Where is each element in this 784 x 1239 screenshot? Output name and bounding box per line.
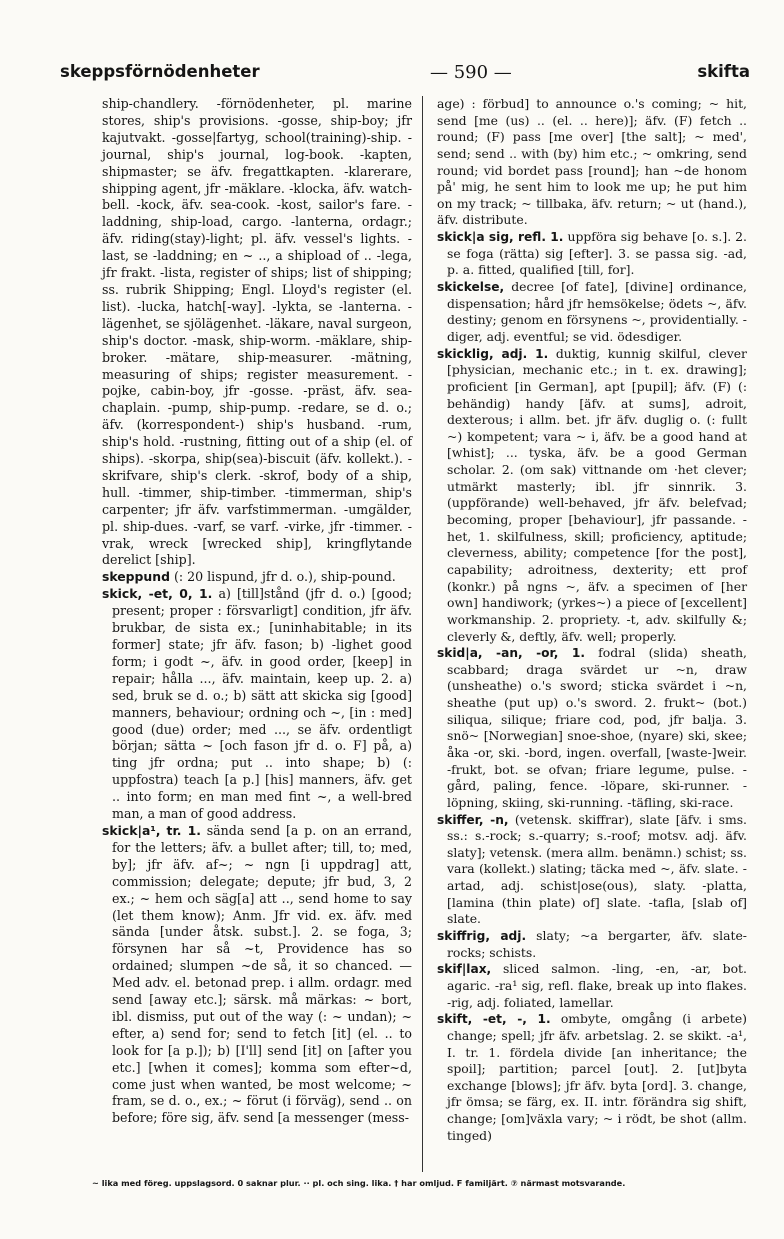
dictionary-entry: skick|a¹, tr. 1. sända send [a p. on an errand, for the letters; äfv. a bullet after; till, to; med, by]; jfr äfv. af~; ~ ngn [i uppdrag] att, commission; delegate; depute; jfr bud, 3, 2 ex.; ~ hem och säg[a] att .., send home to say (let them know); Anm. Jfr vid. ex. äfv. med sända [under åtsk. subst.]. 2. se foga, 3; försynen har så ~t, Providence has so ordained; slumpen ~de så, it so chanced. — Med adv. el. betonad prep. i allm. ordagr. med send [away etc.]; särsk. må märkas: ~ bort, ibl. dismiss, put out of the way (: ~ undan); ~ efter, a) send for; send to fetch [it] (el. .. to look for [a p.]); b) [I'll] send [it] on [after you etc.] [when it comes]; komma som efter~d, come just when wanted, be most welcome; ~ fram, se d. o., ex.; ~ förut (i förväg), send .. on before; före sig, äfv. send [a messenger (mess- [102,822,412,1126]
dictionary-entry: age) : förbud] to announce o.'s coming; ~ hit, send [me (us) .. (el. .. here)]; äfv. (F) fetch .. round; (F) pass [me over] [the salt]; ~ med', send; send .. with (by) him etc.; ~ omkring, send round; vid bordet pass [round]; han ~de honom på' mig, he sent him to look me up; he put him on my track; ~ tillbaka, äfv. return; ~ ut (hand.), äfv. distribute. [437,96,747,228]
column-divider [422,96,423,1172]
page-header [60,62,750,88]
dictionary-entry: skickelse, decree [of fate], [divine] ordinance, dispensation; hård jfr hemsökelse; ödets ~, äfv. destiny; genom en försynens ~, providentially. -diger, adj. eventful; se vid. ödesdiger. [437,279,747,344]
headword: skick|a¹, tr. 1. [102,822,201,838]
dictionary-entry: skift, -et, -, 1. ombyte, omgång (i arbete) change; spell; jfr äfv. arbetslag. 2. se skikt. -a¹, I. tr. 1. fördela divide [an inheritance; the spoil]; partition; parcel [out]. 2. [ut]byta exchange [blows]; jfr äfv. byta [ord]. 3. change, jfr ömsa; se färg, ex. II. intr. förändra sig shift, change; [om]växla vary; ~ i rödt, be shot (allm. tinged) [437,1011,747,1143]
headword: skiffer, -n, [437,812,509,827]
dictionary-entry: skick, -et, 0, 1. a) [till]stånd (jfr d. o.) [good; present; proper : försvarligt] condition, jfr äfv. brukbar, de sista ex.; [uninhabitable; in its former] state; jfr äfv. fason; b) -lighet good form; i godt ~, äfv. in good order, [keep] in repair; hålla ..., äfv. maintain, keep up. 2. a) sed, bruk se d. o.; b) sätt att skicka sig [good] manners, behaviour; ordning och ~, [in : med] good (due) order; med ..., se äfv. ordentligt början; sätta ~ [och fason jfr d. o. F] på, a) ting jfr ordna; put .. into shape; b) (: uppfostra) teach [a p.] [his] manners, äfv. get .. into form; en man med fint ~, a well-bred man, a man of good address. [102,586,412,822]
dictionary-entry: skif|lax, sliced salmon. -ling, -en, -ar, bot. agaric. -ra¹ sig, refl. flake, break up into flakes. -rig, adj. foliated, lamellar. [437,961,747,1010]
dictionary-entry: ship-chandlery. -förnödenheter, pl. marine stores, ship's provisions. -gosse, ship-boy; jfr kajutvakt. -gosse|fartyg, school(training)-ship. -journal, ship's journal, log-book. -kapten, shipmaster; se äfv. fregattkapten. -klarerare, shipping agent, jfr -mäklare. -klocka, äfv. watch-bell. -kock, äfv. sea-cook. -kost, sailor's fare. -laddning, ship-load, cargo. -lanterna, ordagr.; äfv. riding(stay)-light; pl. äfv. vessel's lights. -last, se -laddning; en ~ .., a shipload of .. -lega, jfr frakt. -lista, register of ships; list of shipping; ss. rubrik Shipping; Engl. Lloyd's register (el. list). -lucka, hatch[-way]. -lykta, se -lanterna. -lägenhet, se sjölägenhet. -läkare, naval surgeon, ship's doctor. -mask, ship-worm. -mäklare, ship-broker. -mätare, ship-measurer. -mätning, measuring of ships; register measurement. -pojke, cabin-boy, jfr -gosse. -präst, äfv. sea-chaplain. -pump, ship-pump. -redare, se d. o.; äfv. (korrespondent-) ship's husband. -rum, ship's hold. -rustning, fitting out of a ship (el. of ships). -skorpa, ship(sea)-biscuit (äfv. kollekt.). -skrifvare, ship's clerk. -skrof, body of a ship, hull. -timmer, ship-timber. -timmerman, ship's carpenter; jfr äfv. varfstimmerman. -umgälder, pl. ship-dues. -varf, se varf. -virke, jfr -timmer. -vrak, wreck [wrecked ship], kringflytande derelict [ship]. [102,96,412,568]
dictionary-entry: skicklig, adj. 1. duktig, kunnig skilful, clever [physician, mechanic etc.; in t. ex. drawing]; proficient [in German], apt [pupil]; äfv. (F) (: behändig) handy [äfv. at sums], adroit, dexterous; i allm. bet. jfr äfv. duglig o. (: fullt ~) kompetent; vara ~ i, äfv. be a good hand at [whist]; ... tyska, äfv. be a good German scholar. 2. (om sak) vittnande om ·het clever; utmärkt masterly; ibl. jfr sinnrik. 3. (uppförande) well-behaved, jfr äfv. belefvad; becoming, proper [behaviour], jfr passande. -het, 1. skilfulness, skill; proficiency, aptitude; cleverness, ability; competence [for the post], capability; adroitness, dexterity; ett prof (konkr.) på ngns ~, äfv. a specimen of [her own] handiwork; (yrkes~) a piece of [excellent] workmanship. 2. propriety. -t, adv. skilfully &; cleverly &, deftly, äfv. well; properly. [437,345,747,644]
headword: skif|lax, [437,962,492,977]
right-column [437,96,747,1144]
dictionary-entry: skeppund (: 20 lispund, jfr d. o.), ship-pound. [102,569,396,585]
headword: skickelse, [437,280,505,295]
dictionary-entry: skiffrig, adj. slaty; ~a bergarter, äfv. slate-rocks; schists. [437,928,747,960]
header-guide-word-right: skifta [697,62,750,81]
dictionary-entry: skiffer, -n, (vetensk. skiffrar), slate [äfv. i sms. ss.: s.-rock; s.-quarry; s.-roof; motsv. adj. äfv. slaty]; vetensk. (mera allm. benämn.) schist; ss. vara (kollekt.) slating; täcka med ~, äfv. slate. -artad, adj. schist|ose(ous), slaty. -platta, [lamina (thin plate) of] slate. -tafla, [slab of] slate. [437,811,747,927]
headword: skick|a sig, refl. 1. [437,230,564,245]
left-column [102,96,412,1127]
abbreviation-legend: ~ lika med föreg. uppslagsord. 0 saknar plur. ·· pl. och sing. lika. † har omljud. F familjärt. ⑦ närmast motsvarande. [92,1178,626,1188]
headword: skicklig, adj. 1. [437,346,549,361]
page-number: — 590 — [430,62,512,83]
header-guide-word-left: skeppsförnödenheter [60,62,260,81]
dictionary-entry: skick|a sig, refl. 1. uppföra sig behave [o. s.]. 2. se foga (rätta) sig [efter]. 3. se passa sig. -ad, p. a. fitted, qualified [till, for]. [437,229,747,278]
headword: skid|a, -an, -or, 1. [437,646,585,661]
headword: skift, -et, -, 1. [437,1012,551,1027]
dictionary-entry: skid|a, -an, -or, 1. fodral (slida) sheath, scabbard; draga svärdet ur ~n, draw (unsheathe) o.'s sword; sticka svärdet i ~n, sheathe (put up) o.'s sword. 2. frukt~ (bot.) siliqua, silique; friare cod, pod, jfr balja. 3. snö~ [Norwegian] snoe-shoe, (nyare) ski, skee; åka -or, ski. -bord, ingen. overfall, [waste-]weir. -frukt, bot. se ofvan; friare legume, pulse. -gård, paling, fence. -löpare, ski-runner. -löpning, skiing, ski-running. -täfling, ski-race. [437,645,747,810]
headword: skiffrig, adj. [437,929,527,944]
headword: skeppund [102,569,170,585]
headword: skick, -et, 0, 1. [102,586,213,602]
